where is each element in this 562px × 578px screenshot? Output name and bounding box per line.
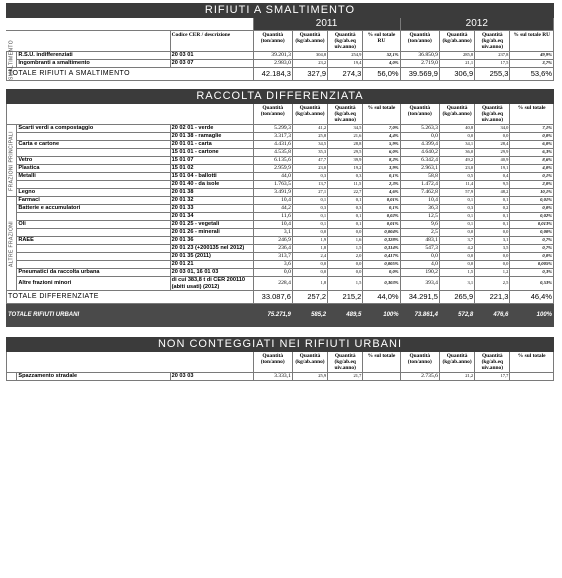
- frazione-row: Vetro 15 01 07 6.135,6 47,7 39,9 8,2% 6.342,4 49,2 40,9 8,6%: [18, 157, 552, 164]
- altra-frazione-row: RAEE 20 01 36 246,9 1,9 1,6 0,328% 483,1 3,7 3,1 0,7%: [18, 237, 552, 244]
- altra-frazione-row: 20 01 21 3,6 0,0 0,0 0,005% 4,0 0,0 0,0 0,005%: [7, 261, 554, 269]
- section-side-label: SMALTIMENTO: [7, 52, 17, 68]
- altra-frazione-row: Oli 20 01 25 - vegetali 10,4 0,1 0,1 0,01% 9,6 0,1 0,1 0,013%: [18, 221, 552, 228]
- altra-frazione-row: Batterie e accumulatori 20 01 33 44,2 0,3 0,3 0,1% 36,3 0,3 0,2 0,0%: [18, 205, 552, 212]
- page-title: RIFIUTI A SMALTIMENTO: [7, 4, 554, 18]
- header-q1-2011: Quantità (ton/anno): [253, 31, 292, 52]
- altra-frazione-row: 20 01 23 (+200135 nel 2012) 236,4 1,8 1,5 0,314% 547,3 4,2 3,5 0,7%: [7, 245, 554, 253]
- altre-frazioni-section: [7, 197, 554, 291]
- header-q2-2012: Quantità (kg/ab.anno): [439, 31, 474, 52]
- non-conteggiati-title: NON CONTEGGIATI NEI RIFIUTI URBANI: [7, 338, 554, 352]
- non-conteggiati-section: [7, 373, 554, 381]
- altra-frazione-row: 20 01 34 11,6 0,1 0,1 0,02% 12,5 0,1 0,1 0,02%: [7, 213, 554, 221]
- raccolta-header-row: Quantità (ton/anno) Quantità (kg/ab.anno) Quantità (kg/ab.eq uiv.anno) % sul totale Quantità (ton/anno) Quantità (kg/ab.anno) Quantità (kg/ab.eq uiv.anno) % sul totale: [7, 104, 554, 125]
- frazione-row: FRAZIONI PRINCIPALI Scarti verdi a compostaggio 20 02 01 - verde 5.299,3 41,2 34,5 7,0% 5.263,3 40,8 34,0 7,1%: [7, 125, 554, 133]
- altra-frazione-row: Pneumatici da raccolta urbana 20 03 01, 16 01 03 0,0 0,0 0,0 0,0% 190,2 1,5 1,2 0,3%: [18, 269, 552, 276]
- header-q1-2012: Quantità (ton/anno): [400, 31, 439, 52]
- raccolta-band: [7, 90, 554, 104]
- altra-frazione-row: ALTRE FRAZIONI Farmaci 20 01 32 10,4 0,1 0,1 0,01% 10,4 0,1 0,1 0,01%: [7, 197, 554, 205]
- total-differenziate-row: TOTALE DIFFERENZIATE 33.087,6 257,2 215,2 44,0% 34.291,5 265,9 221,3 46,4%: [7, 291, 554, 304]
- altra-frazione-row: 20 01 35 (2011) 313,7 2,4 2,0 0,417% 0,0 0,0 0,0 0,0%: [7, 253, 554, 261]
- smaltimento-row: SMALTIMENTO R.S.U. indifferenziati 20 03 01 39.201,3 304,8 254,9 52,1% 36.850,9 285,8 237,8 49,9%: [8, 39, 552, 80]
- year-2011: 2011: [253, 18, 400, 31]
- frazione-row: Metalli 15 01 04 - ballotti 44,0 0,3 0,3 0,1% 58,8 0,5 0,4 0,1%: [18, 173, 552, 180]
- altra-frazione-row: 20 01 26 - minerali 3,1 0,0 0,0 0,004% 2,5 0,0 0,0 0,00%: [7, 229, 554, 237]
- non-conteggiati-band: [7, 338, 554, 352]
- frazione-row: 20 01 38 - ramaglie 3.317,3 25,8 21,6 4,4% 0,0 0,0 0,0 0,0%: [7, 133, 554, 141]
- year-2012: 2012: [400, 18, 553, 31]
- frazione-row: 15 01 01 - cartone 4.535,8 35,3 29,5 6,0% 4.640,2 36,0 29,9 6,3%: [7, 149, 554, 157]
- section-side-label: [7, 373, 17, 381]
- frazione-row: Plastica 15 01 02 2.959,9 23,0 19,2 3,9% 2.963,1 23,0 19,1 4,0%: [18, 165, 552, 172]
- header-q3-2012: Quantità (kg/ab.eq uiv.anno): [475, 31, 510, 52]
- non-conteggiati-header-row: Quantità (ton/anno) Quantità (kg/ab.anno) Quantità (kg/ab.eq uiv.anno) % sul totale Quantità (ton/anno) Quantità (kg/ab.anno) Quantità (kg/ab.eq uiv.anno) % sul totale: [7, 352, 554, 373]
- year-row: [7, 18, 554, 31]
- header-q3-2011: Quantità (kg/ab.eq uiv.anno): [328, 31, 363, 52]
- title-band: [7, 4, 554, 18]
- altra-frazione-row: Altre frazioni minori di cui 383,8 t di CER 200110 (abiti usati) (2012) 228,4 1,8 1,5 0,303% 393,4 3,1 2,5 0,53%: [18, 277, 552, 290]
- frazione-row: 20 01 40 - da isole 1.763,5 13,7 11,5 2,3% 1.472,4 11,4 9,5 2,0%: [7, 181, 554, 189]
- frazione-row: Legno 20 01 38 3.491,9 27,1 22,7 4,6% 7.462,8 57,9 48,2 10,1%: [18, 189, 552, 196]
- header-pct-2012: % sul totale RU: [510, 31, 554, 52]
- total-smaltimento-row: TOTALE RIFIUTI A SMALTIMENTO 42.184,3 327,9 274,3 56,0% 39.569,9 306,9 255,3 53,6%: [7, 68, 554, 81]
- raccolta-title: RACCOLTA DIFFERENZIATA: [7, 90, 554, 104]
- header-pct-2011: % sul totale RU: [363, 31, 400, 52]
- total-urbani-row: TOTALE RIFIUTI URBANI 75.271,9 585,2 489,5 100% 73.861,4 572,8 476,6 100%: [7, 304, 554, 327]
- section-side-label: ALTRE FRAZIONI: [7, 197, 17, 291]
- smaltimento-row: Ingombranti a smaltimento 20 03 07 2.983,0 23,2 19,4 4,0% 2.719,0 21,1 17,5 3,7%: [18, 60, 552, 67]
- column-header-row: [7, 31, 554, 52]
- waste-table: [6, 3, 554, 381]
- section-side-label: FRAZIONI PRINCIPALI: [7, 125, 17, 197]
- frazione-row: Carta e cartone 20 01 01 - carta 4.431,6 34,5 28,8 5,9% 4.399,4 34,1 28,4 6,0%: [18, 141, 552, 148]
- header-code: Codice CER / descrizione: [170, 31, 253, 52]
- frazioni-principali-section: [7, 125, 554, 197]
- non-conteggiati-row: Spazzamento stradale 20 03 03 3.333,1 25,9 21,7 2.735,6 21,2 17,7: [7, 373, 554, 381]
- header-q2-2011: Quantità (kg/ab.anno): [292, 31, 327, 52]
